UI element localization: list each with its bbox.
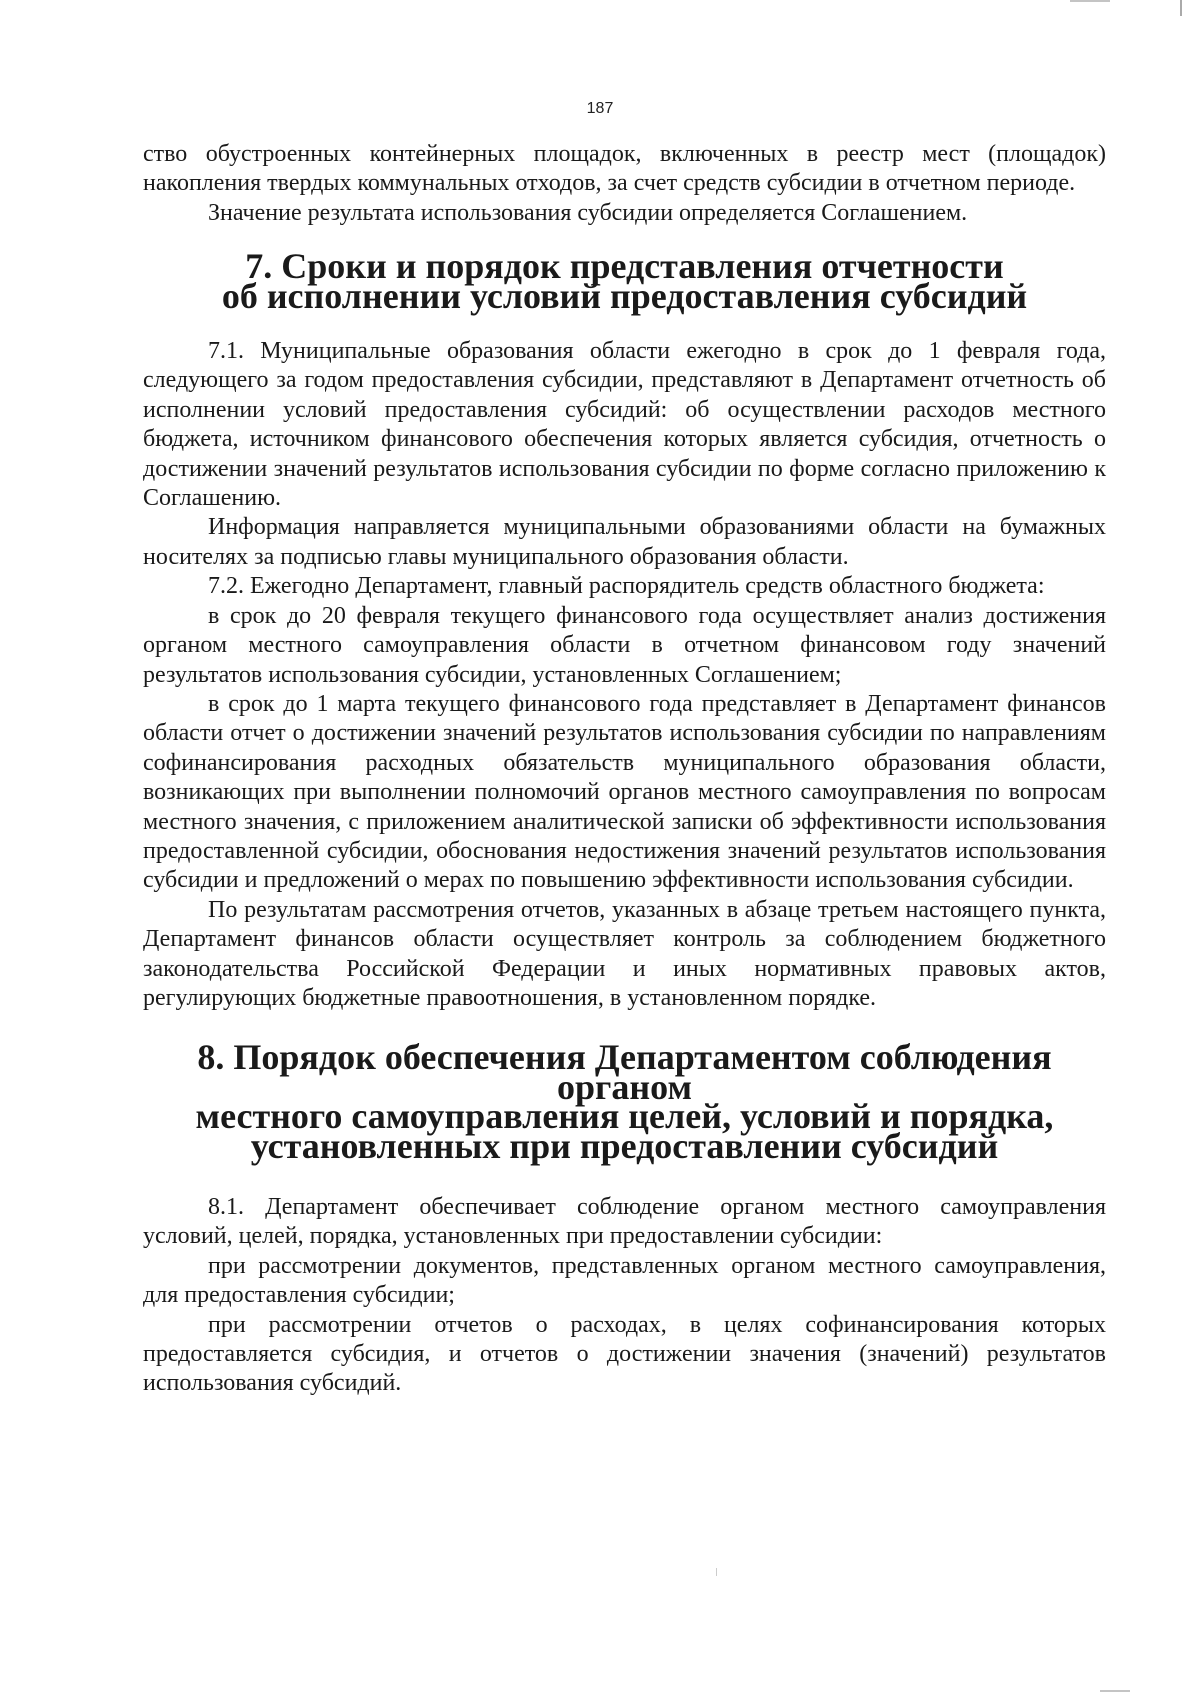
result-value-paragraph: Значение результата использования субсидии определяется Соглашением. — [208, 199, 968, 226]
paragraph-document-review: при рассмотрении документов, представленных органом местного самоуправления, для предоставления субсидии; — [143, 1252, 1106, 1309]
paragraph-7-2: 7.2. Ежегодно Департамент, главный распорядитель средств областного бюджета: — [208, 573, 1045, 600]
scan-mark-bottom-right — [1100, 1690, 1130, 1692]
paragraph-analysis-deadline: в срок до 20 февраля текущего финансового года осуществляет анализ достижения органом местного самоуправления области в отчетном финансовом году значений результатов использования субсидии, установленных Соглашением; — [143, 602, 1106, 688]
section-8-heading — [143, 1037, 1106, 1166]
paragraph-report-deadline: в срок до 1 марта текущего финансового года представляет в Департамент финансов области отчет о достижении значений результатов использования субсидии по направлениям софинансирования расходных обязательств муниципального образования области, возникающих при выполнении полномочий органов местного самоуправления по вопросам местного значения, с приложением аналитической записки об эффективности использования предоставленной субсидии, обоснования недостижения значений результатов использования субсидии и предложений о мерах по повышению эффективности использования субсидии. — [143, 690, 1106, 894]
section-7-heading — [143, 246, 1106, 316]
paragraph-information-delivery: Информация направляется муниципальными образованиями области на бумажных носителях за подписью главы муниципального образования области. — [143, 514, 1106, 570]
section-8-heading-line-2: местного самоуправления целей, условий и порядка, — [195, 1096, 1054, 1137]
scan-mark-bottom-dot — [716, 1568, 717, 1576]
page-number: 187 — [586, 100, 614, 117]
paragraph-report-review: при рассмотрении отчетов о расходах, в целях софинансирования которых предоставляется субсидия, и отчетов о достижении значения (значений) результатов использования субсидий. — [143, 1311, 1106, 1397]
section-8-heading-line-1: 8. Порядок обеспечения Департаментом соблюдения органом — [197, 1037, 1052, 1107]
paragraph-finance-control: По результатам рассмотрения отчетов, указанных в абзаце третьем настоящего пункта, Департамент финансов области осуществляет контроль за соблюдением бюджетного законодательства Российской Федерации и иных нормативных правовых актов, регулирующих бюджетные правоотношения, в установленном порядке. — [143, 896, 1106, 1011]
section-7-heading-line-2: об исполнении условий предоставления субсидий — [221, 275, 1028, 316]
section-8-heading-line-3: установленных при предоставлении субсидий — [250, 1125, 999, 1166]
section-7-heading-line-1: 7. Сроки и порядок представления отчетности — [245, 246, 1004, 287]
document-body — [143, 140, 1106, 1399]
continuation-paragraph: ство обустроенных контейнерных площадок, включенных в реестр мест (площадок) накопления твердых коммунальных отходов, за счет средств субсидии в отчетном периоде. — [143, 141, 1106, 197]
scan-mark-top-right — [1070, 0, 1110, 2]
paragraph-7-1: 7.1. Муниципальные образования области ежегодно в срок до 1 февраля года, следующего за годом предоставления субсидии, представляют в Департамент отчетность об исполнении условий предоставления субсидий: об осуществлении расходов местного бюджета, источником финансового обеспечения которых является субсидия, отчетность о достижении значений результатов использования субсидии по форме согласно приложению к Соглашению. — [143, 338, 1106, 512]
paragraph-8-1: 8.1. Департамент обеспечивает соблюдение органом местного самоуправления условий, целей, порядка, установленных при предоставлении субсидии: — [143, 1194, 1106, 1250]
scan-mark-top-edge — [1180, 0, 1182, 16]
